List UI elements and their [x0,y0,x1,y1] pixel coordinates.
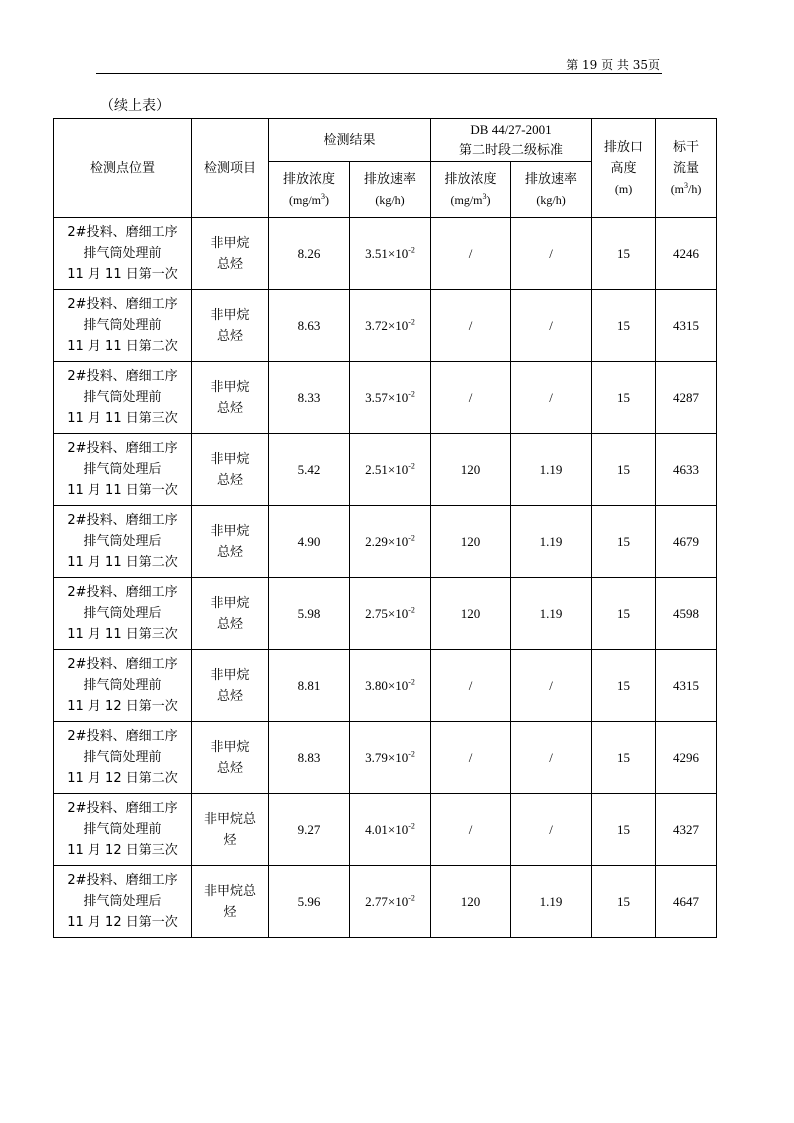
cell-standard-rate: / [511,794,592,866]
cell-conc: 8.26 [269,218,350,290]
cell-item [192,866,269,938]
rate-exponent: -2 [408,389,415,399]
flow-unit: $(m^3/h)$ [670,180,702,196]
cell-flow: 4246 [656,218,717,290]
cell-location [54,722,192,794]
table-row [54,362,717,434]
location-line: 2#投料、磨细工序 [67,369,178,384]
rate-base: 3.51×10 [365,246,409,261]
cell-flow: 4598 [656,578,717,650]
rate-exponent: -2 [408,677,415,687]
cell-height: 15 [592,794,656,866]
subheader-standard-rate [511,162,592,218]
cell-location [54,434,192,506]
continued-label: （续上表） [100,98,170,114]
cell-item [192,650,269,722]
cell-item [192,578,269,650]
result-rate-unit: (kg/h) [375,192,405,207]
rate-base: 3.57×10 [365,390,409,405]
flow-label-2: 流量 [673,160,700,176]
rate-base: 3.79×10 [365,750,409,765]
cell-location [54,794,192,866]
item-line: 总烃 [216,472,243,488]
item-line: 非甲烷 [210,523,250,539]
item-line: 总烃 [216,616,243,632]
cell-location [54,578,192,650]
cell-height: 15 [592,722,656,794]
table-body [54,218,717,938]
cell-height: 15 [592,290,656,362]
table-row [54,290,717,362]
item-line: 非甲烷 [210,595,250,611]
cell-conc: 4.90 [269,506,350,578]
subheader-standard-conc [431,162,511,218]
cell-item [192,434,269,506]
cell-standard-conc: / [431,362,511,434]
cell-standard-conc: / [431,794,511,866]
item-line: 总烃 [216,256,243,272]
cell-standard-rate: / [511,650,592,722]
table-row [54,866,717,938]
cell-height: 15 [592,218,656,290]
item-line: 非甲烷 [210,235,250,251]
item-line: 非甲烷 [210,307,250,323]
rate-exponent: -2 [408,245,415,255]
cell-flow: 4296 [656,722,717,794]
rate-base: 4.01×10 [365,822,409,837]
location-line: 2#投料、磨细工序 [67,585,178,600]
item-line: 总烃 [216,328,243,344]
location-line: 11 月 12 日第一次 [67,699,178,714]
item-line: 非甲烷 [210,451,250,467]
table-row [54,218,717,290]
header-standard-flow [656,119,717,218]
cell-conc: 9.27 [269,794,350,866]
cell-standard-conc: 120 [431,434,511,506]
cell-height: 15 [592,362,656,434]
cell-item [192,722,269,794]
location-line: 11 月 11 日第二次 [67,555,178,570]
rate-exponent: -2 [408,749,415,759]
cell-flow: 4287 [656,362,717,434]
rate-exponent: -2 [408,461,415,471]
cell-rate [350,218,431,290]
table-row [54,506,717,578]
location-line: 2#投料、磨细工序 [67,297,178,312]
standard-conc-unit: $(mg/m^3)$ [450,191,491,207]
rate-base: 3.72×10 [365,318,409,333]
item-line: 烃 [223,904,237,920]
location-line: 排气筒处理后 [83,534,162,549]
location-line: 排气筒处理前 [83,678,162,693]
table-row [54,794,717,866]
page-header [96,58,662,74]
cell-location [54,506,192,578]
cell-item [192,218,269,290]
location-line: 11 月 11 日第三次 [67,411,178,426]
standard-conc-label: 排放浓度 [444,171,497,187]
location-line: 排气筒处理前 [83,246,162,261]
location-line: 2#投料、磨细工序 [67,801,178,816]
cell-height: 15 [592,434,656,506]
outlet-height-unit: (m) [614,181,633,196]
cell-standard-conc: / [431,218,511,290]
cell-conc: 8.83 [269,722,350,794]
location-line: 11 月 12 日第二次 [67,771,178,786]
header-standard-group [431,119,592,162]
rate-exponent: -2 [408,605,415,615]
cell-rate [350,794,431,866]
cell-standard-rate: / [511,722,592,794]
cell-standard-rate: / [511,290,592,362]
cell-standard-rate: 1.19 [511,506,592,578]
rate-base: 2.75×10 [365,606,409,621]
rate-base: 2.77×10 [365,894,409,909]
result-conc-label: 排放浓度 [282,171,335,187]
location-line: 11 月 12 日第三次 [67,843,178,858]
rate-exponent: -2 [408,533,415,543]
standard-rate-label: 排放速率 [525,171,578,187]
location-line: 排气筒处理后 [83,606,162,621]
location-line: 2#投料、磨细工序 [67,657,178,672]
cell-flow: 4315 [656,290,717,362]
cell-height: 15 [592,578,656,650]
location-line: 排气筒处理后 [83,894,162,909]
cell-flow: 4327 [656,794,717,866]
location-line: 排气筒处理前 [83,390,162,405]
location-line: 2#投料、磨细工序 [67,873,178,888]
standard-period: 第二时段二级标准 [459,143,564,158]
cell-standard-rate: / [511,218,592,290]
item-line: 非甲烷总 [203,883,256,899]
cell-item [192,794,269,866]
cell-rate [350,866,431,938]
table-row [54,650,717,722]
page-number: 第 19 页 共 35页 [566,58,660,72]
cell-flow: 4315 [656,650,717,722]
location-line: 2#投料、磨细工序 [67,729,178,744]
cell-rate [350,578,431,650]
cell-standard-conc: 120 [431,578,511,650]
cell-height: 15 [592,650,656,722]
location-line: 11 月 11 日第一次 [67,483,178,498]
location-line: 排气筒处理前 [83,750,162,765]
rate-base: 2.51×10 [365,462,409,477]
cell-conc: 5.42 [269,434,350,506]
cell-location [54,218,192,290]
location-line: 11 月 11 日第三次 [67,627,178,642]
item-line: 烃 [223,832,237,848]
subheader-result-conc [269,162,350,218]
cell-conc: 5.96 [269,866,350,938]
location-line: 2#投料、磨细工序 [67,441,178,456]
item-line: 非甲烷 [210,379,250,395]
header-outlet-height [592,119,656,218]
rate-exponent: -2 [408,893,415,903]
item-line: 总烃 [216,688,243,704]
cell-location [54,650,192,722]
location-line: 2#投料、磨细工序 [67,513,178,528]
cell-conc: 8.63 [269,290,350,362]
cell-item [192,290,269,362]
item-line: 非甲烷总 [203,811,256,827]
outlet-height-label-2: 高度 [610,160,637,176]
location-line: 11 月 12 日第一次 [67,915,178,930]
outlet-height-label-1: 排放口 [604,139,644,155]
cell-standard-conc: / [431,290,511,362]
cell-flow: 4679 [656,506,717,578]
cell-rate [350,362,431,434]
cell-rate [350,722,431,794]
cell-flow: 4647 [656,866,717,938]
rate-base: 2.29×10 [365,534,409,549]
cell-rate [350,506,431,578]
standard-code: DB 44/27-2001 [470,122,552,137]
rate-exponent: -2 [408,317,415,327]
result-rate-label: 排放速率 [364,171,417,187]
location-line: 排气筒处理后 [83,462,162,477]
cell-standard-conc: 120 [431,506,511,578]
cell-height: 15 [592,506,656,578]
location-line: 2#投料、磨细工序 [67,225,178,240]
cell-standard-conc: / [431,722,511,794]
cell-standard-rate: 1.19 [511,578,592,650]
rate-base: 3.80×10 [365,678,409,693]
cell-rate [350,290,431,362]
cell-standard-rate: 1.19 [511,434,592,506]
result-conc-unit: $(mg/m^3)$ [289,191,329,207]
location-line: 排气筒处理前 [83,822,162,837]
cell-item [192,506,269,578]
item-line: 非甲烷 [210,739,250,755]
cell-location [54,362,192,434]
header-location: 检测点位置 [54,119,192,218]
item-line: 总烃 [216,760,243,776]
standard-rate-unit: (kg/h) [536,192,566,207]
item-line: 非甲烷 [210,667,250,683]
location-line: 11 月 11 日第二次 [67,339,178,354]
cell-conc: 8.81 [269,650,350,722]
item-line: 总烃 [216,544,243,560]
item-line: 总烃 [216,400,243,416]
table-row [54,578,717,650]
cell-conc: 5.98 [269,578,350,650]
location-line: 11 月 11 日第一次 [67,267,178,282]
cell-standard-rate: / [511,362,592,434]
cell-item [192,362,269,434]
cell-rate [350,650,431,722]
cell-standard-conc: / [431,650,511,722]
cell-height: 15 [592,866,656,938]
cell-standard-conc: 120 [431,866,511,938]
cell-rate [350,434,431,506]
rate-exponent: -2 [408,821,415,831]
cell-location [54,290,192,362]
cell-location [54,866,192,938]
cell-conc: 8.33 [269,362,350,434]
subheader-result-rate [350,162,431,218]
header-item: 检测项目 [192,119,269,218]
table-row [54,434,717,506]
cell-standard-rate: 1.19 [511,866,592,938]
emission-data-table [53,118,717,938]
flow-label-1: 标干 [673,139,700,155]
cell-flow: 4633 [656,434,717,506]
table-row [54,722,717,794]
location-line: 排气筒处理前 [83,318,162,333]
header-results-group: 检测结果 [269,119,431,162]
